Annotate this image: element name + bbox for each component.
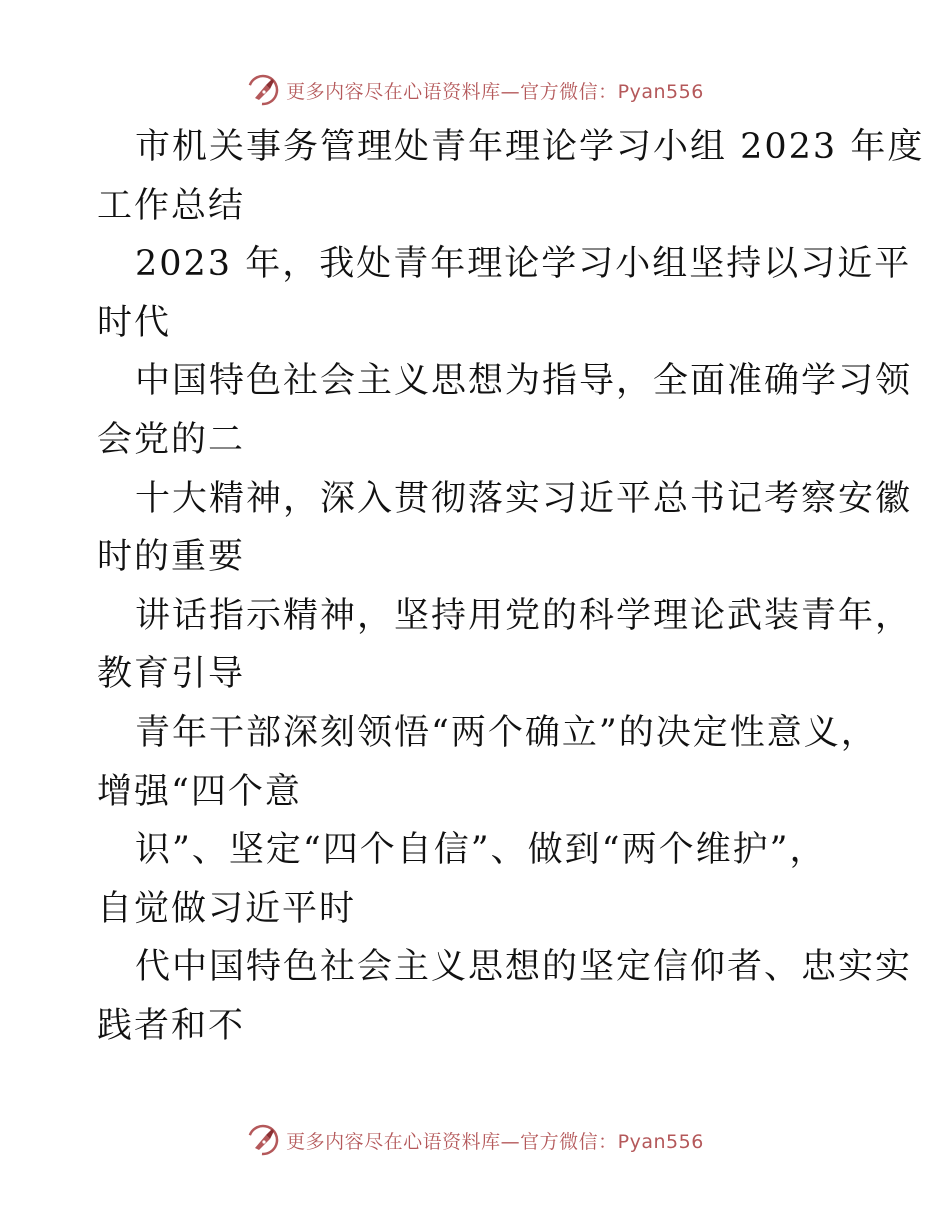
text-line: 市机关事务管理处青年理论学习小组 2023 年度 xyxy=(135,127,925,167)
text-line: 中国特色社会主义思想为指导，全面准确学习领 xyxy=(135,361,913,402)
pen-nib-logo-icon xyxy=(246,73,280,107)
text-line: 践者和不 xyxy=(97,1005,246,1046)
text-line: 2023 年，我处青年理论学习小组坚持以习近平 xyxy=(135,244,912,285)
text-line: 自觉做习近平时 xyxy=(97,888,357,929)
text-line: 会党的二 xyxy=(97,419,246,460)
text-line: 时的重要 xyxy=(97,537,246,578)
header-watermark-banner xyxy=(0,70,950,110)
banner-group xyxy=(246,1123,704,1157)
footer-watermark-banner xyxy=(0,1120,950,1160)
document-body xyxy=(97,118,925,1056)
text-line: 识”、坚定“四个自信”、做到“两个维护”， xyxy=(135,830,827,871)
text-line: 十大精神，深入贯彻落实习近平总书记考察安徽 xyxy=(135,478,913,519)
text-line: 讲话指示精神，坚持用党的科学理论武装青年， xyxy=(135,595,913,636)
text-line: 增强“四个意 xyxy=(97,771,302,812)
text-line: 教育引导 xyxy=(97,654,246,695)
pen-nib-logo-icon xyxy=(246,1123,280,1157)
text-line: 时代 xyxy=(97,302,172,343)
watermark-text: 更多内容尽在心语资料库—官方微信：Pyan556 xyxy=(286,1130,704,1153)
text-line: 工作总结 xyxy=(97,185,246,226)
banner-group xyxy=(246,73,704,107)
watermark-text: 更多内容尽在心语资料库—官方微信：Pyan556 xyxy=(286,80,704,103)
text-line: 青年干部深刻领悟“两个确立”的决定性意义， xyxy=(135,712,878,753)
text-line: 代中国特色社会主义思想的坚定信仰者、忠实实 xyxy=(135,947,913,988)
